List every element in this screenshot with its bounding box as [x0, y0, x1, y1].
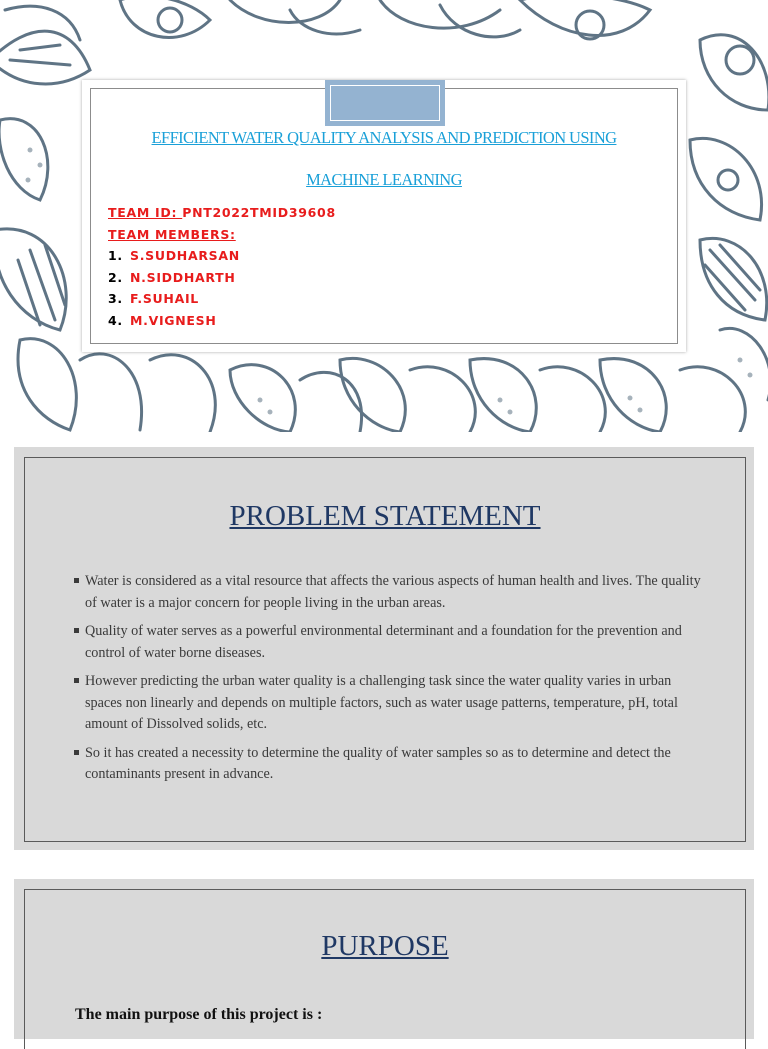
member-number: 1. — [108, 248, 123, 263]
team-member — [108, 288, 336, 310]
bullet-item: So it has created a necessity to determine the quality of water samples so as to determine and detect the contaminants present in advance. — [73, 743, 705, 786]
slide-heading: PROBLEM STATEMENT — [229, 500, 541, 532]
member-number: 4. — [108, 312, 123, 328]
bullet-list — [73, 571, 705, 793]
team-id-label: TEAM ID: — [108, 205, 183, 220]
team-id-value: PNT2022TMID39608 — [182, 205, 336, 220]
project-title-text: MACHINE LEARNING — [306, 170, 462, 189]
title-slide — [0, 0, 768, 432]
member-name: M.VIGNESH — [130, 312, 217, 328]
slide-heading: PURPOSE — [321, 930, 449, 962]
team-info — [108, 202, 336, 331]
member-name: S.SUDHARSAN — [130, 248, 240, 263]
team-member — [108, 310, 336, 332]
member-name: F.SUHAIL — [130, 291, 199, 306]
team-members-label: TEAM MEMBERS: — [108, 226, 236, 242]
slide-frame — [24, 889, 746, 1049]
team-member — [108, 245, 336, 267]
team-member — [108, 267, 336, 289]
problem-statement-slide — [14, 447, 754, 850]
project-title-line-1: EFFICIENT WATER QUALITY ANALYSIS AND PREDICTION USING — [151, 128, 617, 147]
member-number: 3. — [108, 291, 123, 306]
team-id-row — [108, 202, 336, 224]
bullet-item: Quality of water serves as a powerful environmental determinant and a foundation for the prevention and control of water borne diseases. — [73, 621, 705, 664]
slide-frame — [24, 457, 746, 842]
purpose-lead-text: The main purpose of this project is : — [75, 1006, 323, 1023]
purpose-slide — [14, 879, 754, 1039]
title-card — [82, 80, 686, 352]
member-number: 2. — [108, 269, 123, 285]
team-member-list — [108, 245, 336, 331]
accent-tab — [325, 80, 445, 126]
project-title-line-2 — [82, 170, 686, 190]
bullet-item: Water is considered as a vital resource that affects the various aspects of human health and lives. The quality of water is a major concern for people living in the urban areas. — [73, 571, 705, 614]
member-name: N.SIDDHARTH — [130, 269, 236, 285]
bullet-item: However predicting the urban water quality is a challenging task since the water quality varies in urban spaces non linearly and depends on multiple factors, such as water usage patterns, temperature, pH, total amount of Dissolved solids, etc. — [73, 671, 705, 736]
